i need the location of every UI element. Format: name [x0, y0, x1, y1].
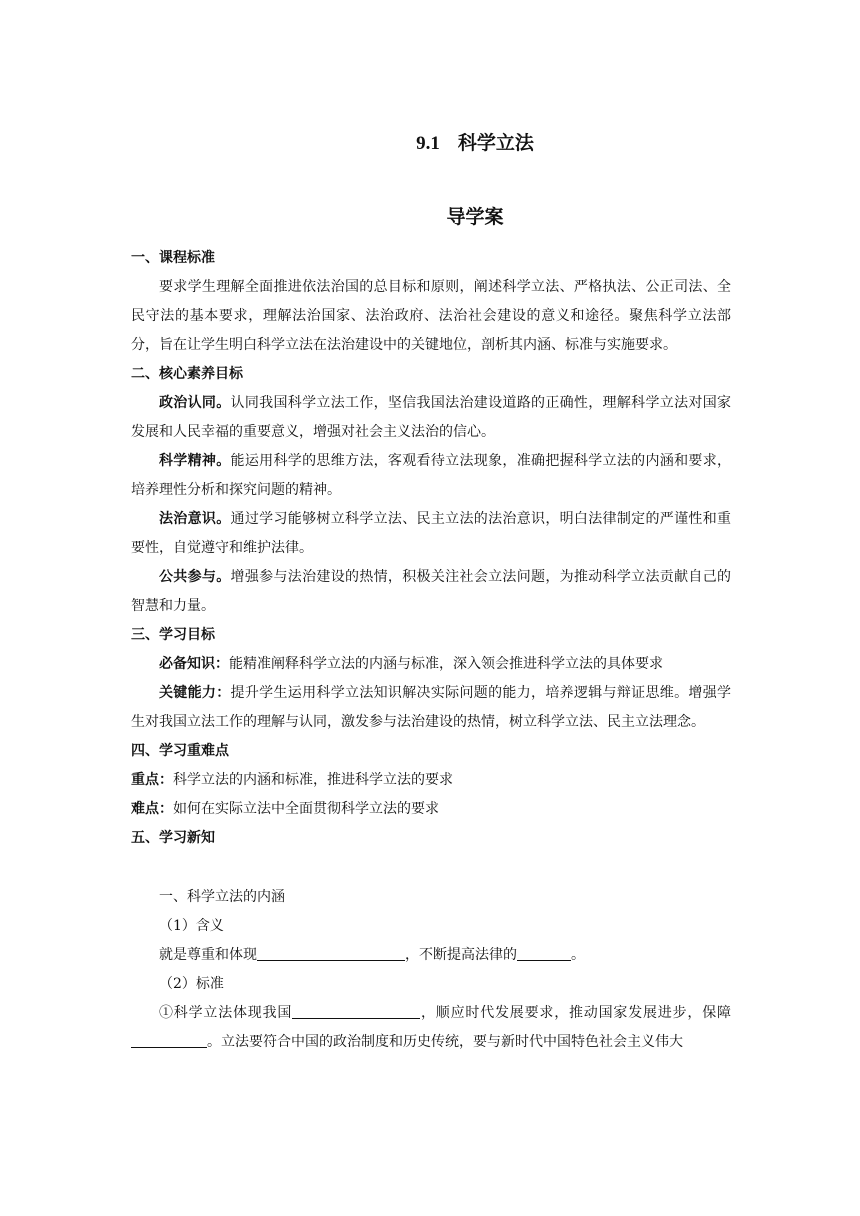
fill-in-blank[interactable] — [257, 944, 405, 961]
competency-participation — [131, 563, 731, 621]
competency-rule-of-law — [131, 505, 731, 563]
meaning-fill-in-sentence: 就是尊重和体现 ，不断提高法律的 。 — [131, 941, 731, 970]
key-point — [131, 766, 731, 795]
fill-in-blank[interactable] — [517, 944, 571, 961]
subsection-connotation: 一、科学立法的内涵 — [159, 889, 285, 905]
goal-knowledge — [131, 650, 731, 679]
competency-political — [131, 389, 731, 447]
section-heading-competency: 二、核心素养目标 — [131, 366, 243, 382]
fill-in-blank[interactable] — [131, 1031, 207, 1048]
section-heading-new-knowledge: 五、学习新知 — [131, 830, 215, 846]
competency-text: 增强参与法治建设的热情，积极关注社会立法问题，为推动科学立法贡献自己的智慧和力量。 — [131, 569, 732, 614]
competency-label: 政治认同。 — [159, 395, 231, 411]
goal-label: 关键能力： — [159, 685, 231, 701]
competency-label: 公共参与。 — [159, 569, 231, 585]
competency-label: 法治意识。 — [159, 511, 231, 527]
difficulty-point — [131, 795, 731, 824]
goal-label: 必备知识： — [159, 656, 229, 672]
document-subtitle: 导学案 — [446, 206, 504, 228]
section-heading-curriculum: 一、课程标准 — [131, 250, 215, 266]
fill-in-blank[interactable] — [292, 1002, 420, 1019]
difficulty-label: 难点： — [131, 801, 173, 817]
standard-fill-in-sentence: ①科学立法体现我国 ，顺应时代发展要求，推动国家发展进步，保障。立法要符合中国的政治制度和历史传统，要与新时代中国特色社会主义伟大 — [131, 999, 731, 1057]
curriculum-paragraph: 要求学生理解全面推进依法治国的总目标和原则，阐述科学立法、严格执法、公正司法、全民守法的基本要求，理解法治国家、法治政府、法治社会建设的意义和途径。聚焦科学立法部分，旨在让学生明白科学立法在法治建设中的关键地位，剖析其内涵、标准与实施要求。 — [131, 279, 731, 353]
item-standard-heading: （2）标准 — [159, 976, 224, 992]
competency-science — [131, 447, 731, 505]
item-meaning-heading: （1）含义 — [159, 918, 224, 934]
competency-text: 能运用科学的思维方法，客观看待立法现象，准确把握科学立法的内涵和要求，培养理性分析和探究问题的精神。 — [131, 453, 732, 498]
goal-text: 提升学生运用科学立法知识解决实际问题的能力，培养逻辑与辩证思维。增强学生对我国立法工作的理解与认同，激发参与法治建设的热情，树立科学立法、民主立法理念。 — [131, 685, 732, 730]
section-heading-goals: 三、学习目标 — [131, 627, 215, 643]
competency-text: 通过学习能够树立科学立法、民主立法的法治意识，明白法律制定的严谨性和重要性，自觉遵守和维护法律。 — [131, 511, 732, 556]
competency-text: 认同我国科学立法工作，坚信我国法治建设道路的正确性，理解科学立法对国家发展和人民幸福的重要意义，增强对社会主义法治的信心。 — [131, 395, 732, 440]
competency-label: 科学精神。 — [159, 453, 231, 469]
document-title — [0, 128, 860, 155]
title-number: 9.1 — [416, 133, 440, 154]
key-point-label: 重点： — [131, 772, 173, 788]
goal-ability — [131, 679, 731, 737]
title-text: 科学立法 — [457, 132, 534, 154]
document-body — [131, 244, 731, 1057]
goal-text: 能精准阐释科学立法的内涵与标准，深入领会推进科学立法的具体要求 — [229, 656, 663, 672]
key-point-text: 科学立法的内涵和标准，推进科学立法的要求 — [173, 772, 453, 788]
difficulty-text: 如何在实际立法中全面贯彻科学立法的要求 — [173, 801, 439, 817]
section-heading-key-points: 四、学习重难点 — [131, 743, 229, 759]
